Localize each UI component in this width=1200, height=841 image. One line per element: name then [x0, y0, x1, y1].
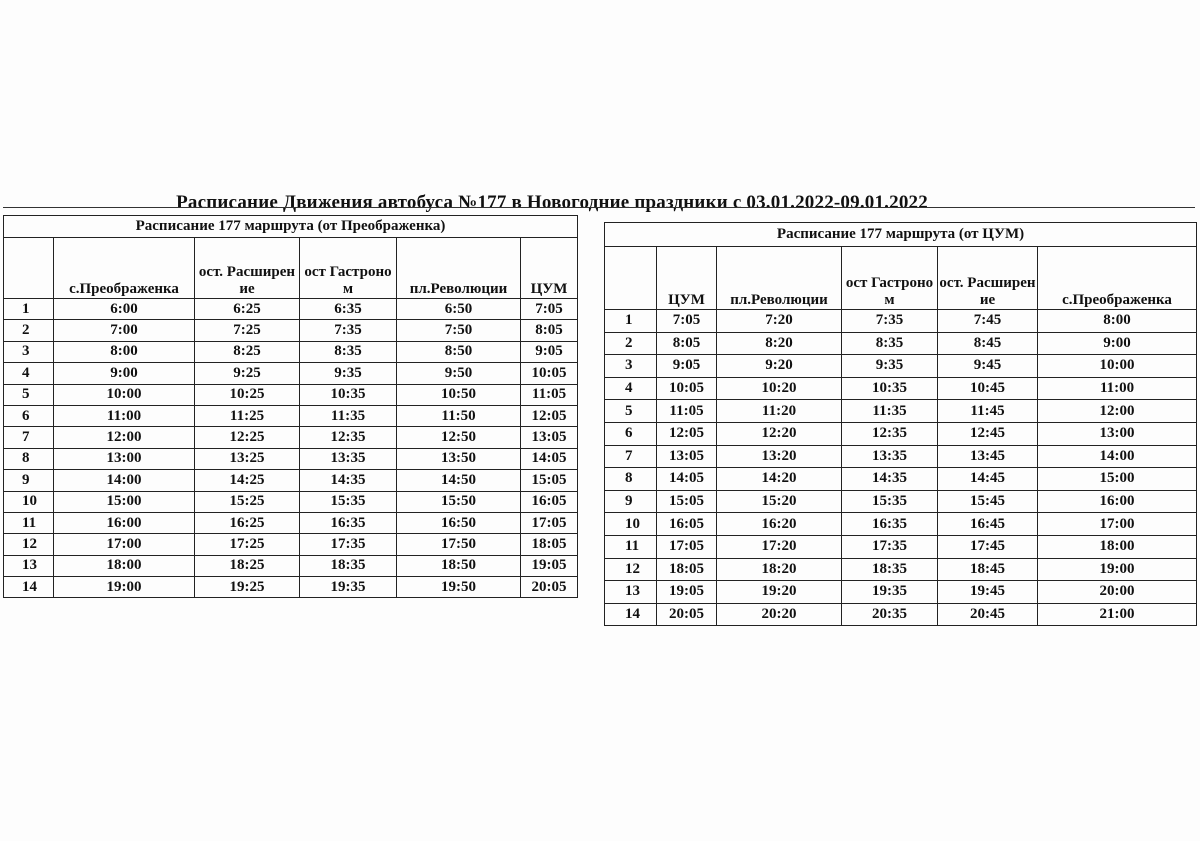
table-row — [4, 512, 586, 533]
time-cell: 20:00 — [1038, 581, 1197, 604]
column-header: ост. Расширение — [938, 247, 1038, 310]
trip-number-cell: 14 — [605, 603, 657, 626]
column-header: ЦУМ — [521, 238, 578, 299]
table-caption: Расписание 177 маршрута (от ЦУМ) — [605, 223, 1197, 247]
time-cell: 20:05 — [657, 603, 717, 626]
trip-number-cell: 3 — [4, 341, 54, 362]
column-header: ост. Расширение — [195, 238, 300, 299]
time-cell: 9:20 — [717, 355, 842, 378]
time-cell: 15:00 — [1038, 468, 1197, 491]
time-cell: 8:00 — [1038, 310, 1197, 333]
time-cell: 15:00 — [54, 491, 195, 512]
table-row — [4, 427, 586, 448]
time-cell: 18:05 — [657, 558, 717, 581]
time-cell: 9:05 — [657, 355, 717, 378]
time-cell: 7:35 — [842, 310, 938, 333]
column-header: ЦУМ — [657, 247, 717, 310]
column-header: ост Гастроном — [300, 238, 397, 299]
table-row — [4, 405, 586, 426]
time-cell: 14:35 — [842, 468, 938, 491]
time-cell: 8:05 — [521, 320, 578, 341]
table-row — [4, 299, 586, 320]
time-cell: 8:05 — [657, 332, 717, 355]
time-cell: 16:45 — [938, 513, 1038, 536]
trip-number-cell: 10 — [605, 513, 657, 536]
time-cell: 14:05 — [657, 468, 717, 491]
time-cell: 13:20 — [717, 445, 842, 468]
time-cell: 12:35 — [842, 422, 938, 445]
time-cell: 11:05 — [657, 400, 717, 423]
time-cell: 9:35 — [300, 363, 397, 384]
time-cell: 11:20 — [717, 400, 842, 423]
trip-number-cell: 9 — [605, 490, 657, 513]
trip-number-cell: 5 — [605, 400, 657, 423]
table-row — [4, 577, 586, 598]
table-row — [4, 363, 586, 384]
time-cell: 18:45 — [938, 558, 1038, 581]
table-row — [605, 490, 1197, 513]
trip-number-cell: 12 — [4, 534, 54, 555]
time-cell: 18:50 — [397, 555, 521, 576]
time-cell: 13:35 — [300, 448, 397, 469]
table-row — [605, 355, 1197, 378]
time-cell: 18:20 — [717, 558, 842, 581]
time-cell: 18:00 — [1038, 535, 1197, 558]
trip-number-cell: 14 — [4, 577, 54, 598]
time-cell: 11:05 — [521, 384, 578, 405]
table-row — [605, 400, 1197, 423]
time-cell: 15:50 — [397, 491, 521, 512]
time-cell: 9:25 — [195, 363, 300, 384]
time-cell: 9:05 — [521, 341, 578, 362]
time-cell: 8:45 — [938, 332, 1038, 355]
time-cell: 17:25 — [195, 534, 300, 555]
time-cell: 16:00 — [1038, 490, 1197, 513]
time-cell: 11:45 — [938, 400, 1038, 423]
time-cell: 16:00 — [54, 512, 195, 533]
trip-number-cell: 7 — [4, 427, 54, 448]
time-cell: 8:25 — [195, 341, 300, 362]
time-cell: 17:05 — [521, 512, 578, 533]
time-cell: 18:25 — [195, 555, 300, 576]
table-row — [4, 341, 586, 362]
time-cell: 13:50 — [397, 448, 521, 469]
time-cell: 16:05 — [657, 513, 717, 536]
time-cell: 10:05 — [657, 377, 717, 400]
time-cell: 11:35 — [300, 405, 397, 426]
time-cell: 16:05 — [521, 491, 578, 512]
trip-number-cell: 2 — [605, 332, 657, 355]
time-cell: 19:05 — [521, 555, 578, 576]
time-cell: 12:00 — [1038, 400, 1197, 423]
time-cell: 9:00 — [54, 363, 195, 384]
time-cell: 13:05 — [657, 445, 717, 468]
time-cell: 13:00 — [54, 448, 195, 469]
time-cell: 16:35 — [300, 512, 397, 533]
trip-number-cell: 4 — [4, 363, 54, 384]
time-cell: 7:00 — [54, 320, 195, 341]
trip-number-cell: 1 — [605, 310, 657, 333]
time-cell: 7:05 — [521, 299, 578, 320]
time-cell: 19:20 — [717, 581, 842, 604]
trip-number-cell: 11 — [605, 535, 657, 558]
table-row — [4, 384, 586, 405]
column-header: с.Преображенка — [54, 238, 195, 299]
table-row — [605, 468, 1197, 491]
time-cell: 8:35 — [300, 341, 397, 362]
trip-number-cell: 5 — [4, 384, 54, 405]
time-cell: 7:25 — [195, 320, 300, 341]
time-cell: 8:00 — [54, 341, 195, 362]
time-cell: 6:00 — [54, 299, 195, 320]
time-cell: 20:35 — [842, 603, 938, 626]
time-cell: 9:35 — [842, 355, 938, 378]
time-cell: 10:20 — [717, 377, 842, 400]
time-cell: 7:05 — [657, 310, 717, 333]
time-cell: 8:35 — [842, 332, 938, 355]
table-caption: Расписание 177 маршрута (от Преображенка) — [4, 216, 578, 238]
time-cell: 15:45 — [938, 490, 1038, 513]
time-cell: 10:05 — [521, 363, 578, 384]
time-cell: 14:25 — [195, 470, 300, 491]
column-header — [605, 247, 657, 310]
time-cell: 16:25 — [195, 512, 300, 533]
table-row — [605, 535, 1197, 558]
time-cell: 14:35 — [300, 470, 397, 491]
page-title: Расписание Движения автобуса №177 в Новогодние праздники с 03.01.2022-09.01.2022 — [176, 192, 928, 213]
time-cell: 12:05 — [521, 405, 578, 426]
table-row — [605, 332, 1197, 355]
time-cell: 12:50 — [397, 427, 521, 448]
time-cell: 17:35 — [842, 535, 938, 558]
time-cell: 14:00 — [1038, 445, 1197, 468]
time-cell: 16:35 — [842, 513, 938, 536]
time-cell: 12:35 — [300, 427, 397, 448]
time-cell: 16:50 — [397, 512, 521, 533]
time-cell: 15:35 — [842, 490, 938, 513]
trip-number-cell: 6 — [4, 405, 54, 426]
time-cell: 19:50 — [397, 577, 521, 598]
time-cell: 12:20 — [717, 422, 842, 445]
table-row — [4, 491, 586, 512]
time-cell: 15:05 — [521, 470, 578, 491]
trip-number-cell: 7 — [605, 445, 657, 468]
time-cell: 11:00 — [1038, 377, 1197, 400]
trip-number-cell: 10 — [4, 491, 54, 512]
time-cell: 13:00 — [1038, 422, 1197, 445]
time-cell: 19:00 — [54, 577, 195, 598]
time-cell: 14:45 — [938, 468, 1038, 491]
trip-number-cell: 2 — [4, 320, 54, 341]
time-cell: 11:00 — [54, 405, 195, 426]
time-cell: 19:00 — [1038, 558, 1197, 581]
time-cell: 7:45 — [938, 310, 1038, 333]
time-cell: 12:45 — [938, 422, 1038, 445]
table-row — [605, 558, 1197, 581]
time-cell: 20:20 — [717, 603, 842, 626]
table-row — [605, 603, 1197, 626]
table-row — [4, 534, 586, 555]
table-row — [605, 377, 1197, 400]
time-cell: 15:20 — [717, 490, 842, 513]
time-cell: 13:05 — [521, 427, 578, 448]
table-row — [4, 555, 586, 576]
time-cell: 7:50 — [397, 320, 521, 341]
time-cell: 10:35 — [300, 384, 397, 405]
schedule-table-from-tsum — [604, 222, 1197, 626]
trip-number-cell: 8 — [605, 468, 657, 491]
time-cell: 8:50 — [397, 341, 521, 362]
trip-number-cell: 1 — [4, 299, 54, 320]
time-cell: 11:50 — [397, 405, 521, 426]
time-cell: 19:05 — [657, 581, 717, 604]
time-cell: 17:00 — [54, 534, 195, 555]
column-header: ост Гастроном — [842, 247, 938, 310]
time-cell: 10:00 — [1038, 355, 1197, 378]
time-cell: 18:35 — [300, 555, 397, 576]
table-row — [605, 445, 1197, 468]
time-cell: 19:35 — [300, 577, 397, 598]
table-row — [605, 422, 1197, 445]
time-cell: 17:45 — [938, 535, 1038, 558]
column-header: пл.Революции — [397, 238, 521, 299]
time-cell: 18:05 — [521, 534, 578, 555]
time-cell: 14:50 — [397, 470, 521, 491]
time-cell: 18:00 — [54, 555, 195, 576]
table-row — [605, 310, 1197, 333]
time-cell: 13:45 — [938, 445, 1038, 468]
time-cell: 10:50 — [397, 384, 521, 405]
time-cell: 6:35 — [300, 299, 397, 320]
trip-number-cell: 3 — [605, 355, 657, 378]
trip-number-cell: 8 — [4, 448, 54, 469]
column-header: пл.Революции — [717, 247, 842, 310]
time-cell: 12:25 — [195, 427, 300, 448]
table-row — [605, 513, 1197, 536]
time-cell: 8:20 — [717, 332, 842, 355]
time-cell: 9:50 — [397, 363, 521, 384]
trip-number-cell: 13 — [4, 555, 54, 576]
time-cell: 18:35 — [842, 558, 938, 581]
time-cell: 7:35 — [300, 320, 397, 341]
time-cell: 13:35 — [842, 445, 938, 468]
time-cell: 19:35 — [842, 581, 938, 604]
time-cell: 12:00 — [54, 427, 195, 448]
title-rule — [3, 207, 1195, 208]
time-cell: 15:05 — [657, 490, 717, 513]
time-cell: 17:35 — [300, 534, 397, 555]
table-row — [4, 320, 586, 341]
time-cell: 20:45 — [938, 603, 1038, 626]
time-cell: 17:20 — [717, 535, 842, 558]
time-cell: 10:45 — [938, 377, 1038, 400]
trip-number-cell: 13 — [605, 581, 657, 604]
time-cell: 10:00 — [54, 384, 195, 405]
time-cell: 17:50 — [397, 534, 521, 555]
schedule-table-from-preobrazhenka — [3, 215, 586, 598]
time-cell: 13:25 — [195, 448, 300, 469]
time-cell: 12:05 — [657, 422, 717, 445]
table-row — [4, 470, 586, 491]
trip-number-cell: 9 — [4, 470, 54, 491]
time-cell: 7:20 — [717, 310, 842, 333]
time-cell: 6:50 — [397, 299, 521, 320]
time-cell: 6:25 — [195, 299, 300, 320]
time-cell: 19:25 — [195, 577, 300, 598]
time-cell: 14:00 — [54, 470, 195, 491]
time-cell: 11:35 — [842, 400, 938, 423]
trip-number-cell: 6 — [605, 422, 657, 445]
column-header — [4, 238, 54, 299]
time-cell: 15:25 — [195, 491, 300, 512]
trip-number-cell: 11 — [4, 512, 54, 533]
column-header: с.Преображенка — [1038, 247, 1197, 310]
time-cell: 15:35 — [300, 491, 397, 512]
time-cell: 9:45 — [938, 355, 1038, 378]
table-row — [605, 581, 1197, 604]
time-cell: 9:00 — [1038, 332, 1197, 355]
trip-number-cell: 4 — [605, 377, 657, 400]
time-cell: 10:25 — [195, 384, 300, 405]
time-cell: 11:25 — [195, 405, 300, 426]
time-cell: 17:05 — [657, 535, 717, 558]
time-cell: 16:20 — [717, 513, 842, 536]
time-cell: 19:45 — [938, 581, 1038, 604]
table-row — [4, 448, 586, 469]
time-cell: 14:05 — [521, 448, 578, 469]
time-cell: 17:00 — [1038, 513, 1197, 536]
trip-number-cell: 12 — [605, 558, 657, 581]
time-cell: 14:20 — [717, 468, 842, 491]
time-cell: 21:00 — [1038, 603, 1197, 626]
time-cell: 20:05 — [521, 577, 578, 598]
time-cell: 10:35 — [842, 377, 938, 400]
